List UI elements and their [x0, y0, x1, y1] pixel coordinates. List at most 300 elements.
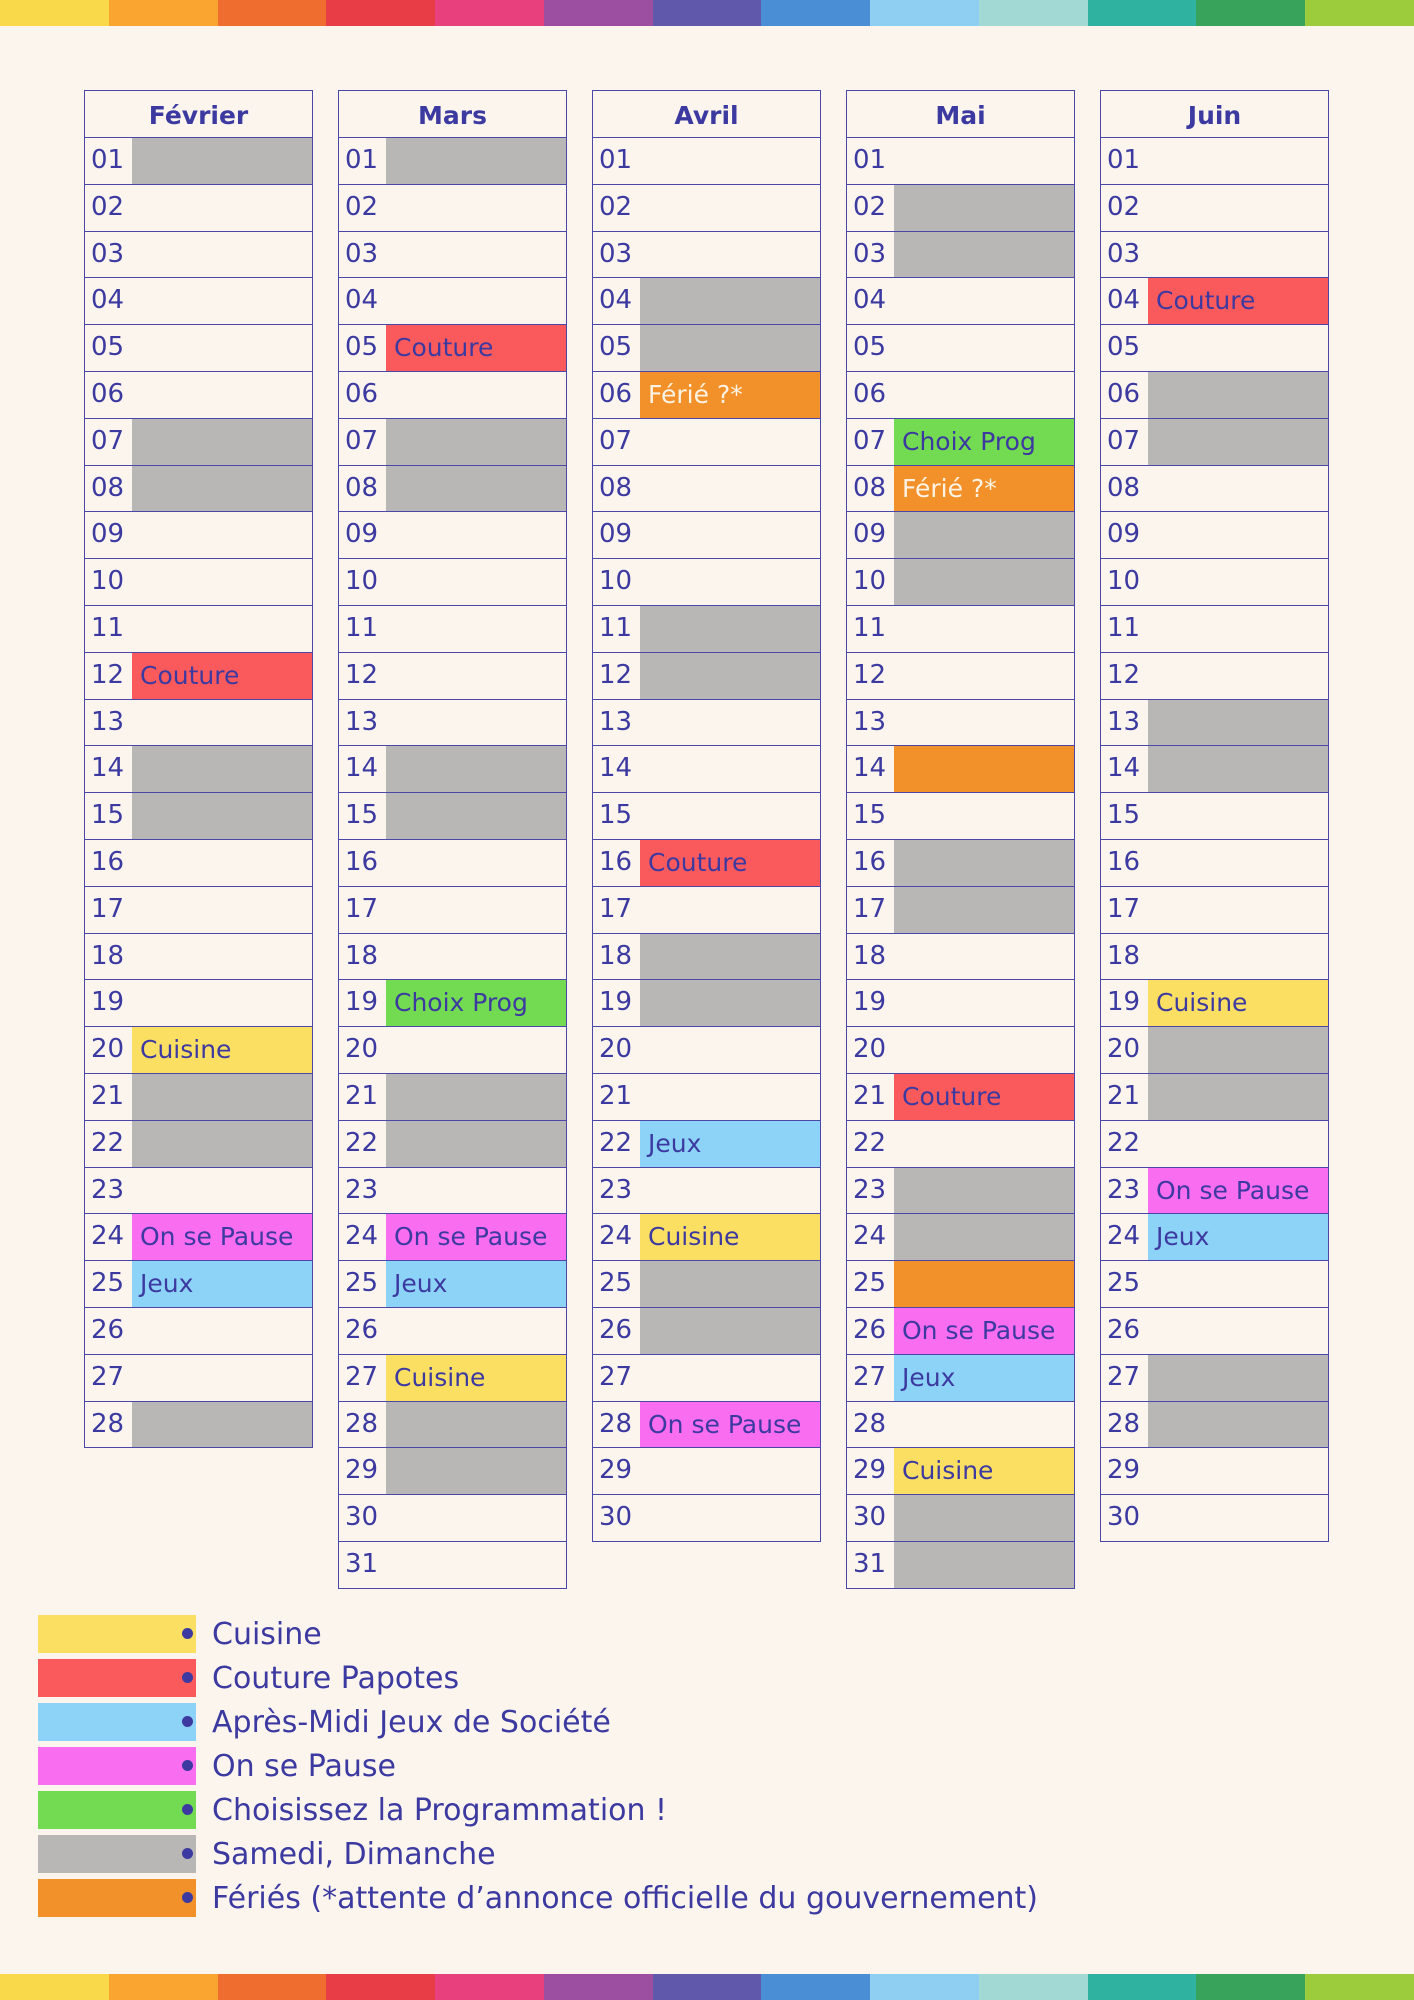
day-number: 19	[599, 987, 633, 1018]
day-row	[593, 1213, 820, 1260]
stripe-segment	[653, 1974, 762, 2000]
day-cell-empty	[386, 1495, 566, 1541]
day-row	[85, 1167, 312, 1214]
day-cell-empty	[1148, 1261, 1328, 1307]
day-number: 10	[345, 566, 379, 597]
stripe-segment	[870, 1974, 979, 2000]
day-row	[847, 1167, 1074, 1214]
day-event-ferie: Férié ?*	[894, 466, 1074, 512]
day-row	[593, 792, 820, 839]
day-number: 17	[345, 893, 379, 924]
day-number: 05	[599, 332, 633, 363]
day-row	[847, 886, 1074, 933]
day-cell-empty	[386, 1168, 566, 1214]
day-number: 02	[853, 191, 887, 222]
stripe-segment	[870, 0, 979, 26]
day-number: 19	[345, 987, 379, 1018]
day-row	[593, 886, 820, 933]
day-cell-empty	[386, 559, 566, 605]
day-number: 25	[1107, 1268, 1141, 1299]
day-cell-empty	[1148, 887, 1328, 933]
day-event-weekend	[894, 512, 1074, 558]
day-cell-empty	[132, 232, 312, 278]
day-event-cuisine: Cuisine	[894, 1448, 1074, 1494]
day-number: 12	[345, 659, 379, 690]
day-number: 13	[1107, 706, 1141, 737]
day-number: 27	[1107, 1361, 1141, 1392]
day-row	[339, 1307, 566, 1354]
legend-swatch	[38, 1615, 196, 1653]
day-row	[339, 1120, 566, 1167]
day-number: 02	[1107, 191, 1141, 222]
day-cell-empty	[640, 1495, 820, 1541]
day-row	[339, 1213, 566, 1260]
day-row	[339, 745, 566, 792]
day-row	[1101, 979, 1328, 1026]
top-color-stripe	[0, 0, 1414, 26]
day-cell-empty	[1148, 232, 1328, 278]
day-row	[339, 137, 566, 184]
day-row	[847, 231, 1074, 278]
day-row	[339, 418, 566, 465]
day-number: 01	[345, 145, 379, 175]
day-row	[1101, 652, 1328, 699]
bullet-icon	[182, 1892, 193, 1903]
day-number: 08	[91, 472, 125, 503]
day-number: 11	[345, 612, 379, 643]
day-row	[593, 1073, 820, 1120]
day-cell-empty	[640, 466, 820, 512]
day-number: 07	[345, 425, 379, 456]
day-number: 04	[345, 285, 379, 316]
day-cell-empty	[386, 934, 566, 980]
day-number: 16	[91, 846, 125, 877]
day-number: 07	[91, 425, 125, 456]
day-row	[593, 1167, 820, 1214]
day-number: 10	[1107, 566, 1141, 597]
day-event-cuisine: Cuisine	[132, 1027, 312, 1073]
day-row	[847, 1354, 1074, 1401]
day-number: 26	[599, 1314, 633, 1345]
day-cell-empty	[132, 325, 312, 371]
day-row	[847, 1541, 1074, 1588]
day-number: 19	[91, 987, 125, 1018]
bullet-icon	[182, 1804, 193, 1815]
day-cell-empty	[1148, 840, 1328, 886]
day-row	[593, 839, 820, 886]
day-row	[847, 324, 1074, 371]
day-row	[847, 792, 1074, 839]
day-number: 06	[853, 378, 887, 409]
day-row	[85, 418, 312, 465]
day-number: 15	[91, 800, 125, 831]
day-event-weekend	[1148, 1074, 1328, 1120]
day-cell-empty	[640, 1168, 820, 1214]
day-event-jeux: Jeux	[894, 1355, 1074, 1401]
day-number: 15	[853, 800, 887, 831]
day-event-weekend	[132, 1402, 312, 1448]
day-row	[85, 511, 312, 558]
day-number: 29	[599, 1455, 633, 1486]
month-title: Février	[148, 101, 249, 130]
day-row	[85, 979, 312, 1026]
legend-label: Après-Midi Jeux de Société	[212, 1704, 611, 1740]
day-row	[847, 745, 1074, 792]
day-number: 14	[1107, 753, 1141, 784]
day-event-weekend	[386, 466, 566, 512]
day-event-weekend	[640, 325, 820, 371]
day-number: 10	[91, 566, 125, 597]
day-row	[339, 1073, 566, 1120]
day-cell-empty	[1148, 325, 1328, 371]
day-number: 21	[599, 1080, 633, 1111]
day-number: 20	[599, 1034, 633, 1065]
day-row	[847, 184, 1074, 231]
stripe-segment	[109, 1974, 218, 2000]
day-event-weekend	[386, 746, 566, 792]
day-row	[339, 1494, 566, 1541]
day-number: 26	[345, 1314, 379, 1345]
legend-item-prog	[38, 1788, 1038, 1832]
day-row	[593, 465, 820, 512]
day-cell-empty	[132, 1168, 312, 1214]
day-row	[85, 886, 312, 933]
day-cell-empty	[386, 887, 566, 933]
day-number: 18	[1107, 940, 1141, 971]
legend-item-cuisine	[38, 1612, 1038, 1656]
day-row	[1101, 418, 1328, 465]
stripe-segment	[435, 0, 544, 26]
day-cell-empty	[132, 980, 312, 1026]
day-event-weekend	[386, 419, 566, 465]
day-number: 23	[345, 1174, 379, 1205]
day-number: 06	[91, 378, 125, 409]
day-event-weekend	[1148, 372, 1328, 418]
day-event-weekend	[640, 1261, 820, 1307]
day-cell-empty	[894, 1027, 1074, 1073]
day-event-weekend	[640, 1308, 820, 1354]
day-number: 22	[91, 1127, 125, 1158]
day-cell-empty	[640, 1355, 820, 1401]
stripe-segment	[1196, 0, 1305, 26]
day-number: 29	[1107, 1455, 1141, 1486]
stripe-segment	[1196, 1974, 1305, 2000]
day-event-couture: Couture	[132, 653, 312, 699]
legend-swatch	[38, 1835, 196, 1873]
day-event-weekend	[386, 1448, 566, 1494]
legend-item-ferie	[38, 1876, 1038, 1920]
day-row	[1101, 1026, 1328, 1073]
day-row	[847, 699, 1074, 746]
day-row	[593, 933, 820, 980]
day-number: 29	[853, 1455, 887, 1486]
legend-label: Samedi, Dimanche	[212, 1836, 496, 1872]
day-cell-empty	[640, 1027, 820, 1073]
day-number: 12	[91, 659, 125, 690]
legend-swatch	[38, 1747, 196, 1785]
day-cell-empty	[386, 372, 566, 418]
day-cell-empty	[640, 793, 820, 839]
day-row	[85, 1307, 312, 1354]
day-row	[847, 1494, 1074, 1541]
day-cell-empty	[640, 700, 820, 746]
day-event-ferie	[894, 746, 1074, 792]
day-row	[85, 371, 312, 418]
day-row	[1101, 886, 1328, 933]
day-row	[1101, 1494, 1328, 1541]
day-number: 16	[853, 846, 887, 877]
legend	[38, 1612, 1038, 1920]
day-number: 03	[853, 238, 887, 269]
legend-label: Cuisine	[212, 1616, 322, 1652]
day-number: 21	[345, 1080, 379, 1111]
day-number: 16	[345, 846, 379, 877]
stripe-segment	[1088, 0, 1197, 26]
stripe-segment	[1088, 1974, 1197, 2000]
legend-item-weekend	[38, 1832, 1038, 1876]
stripe-segment	[979, 0, 1088, 26]
day-cell-empty	[894, 372, 1074, 418]
day-number: 14	[91, 753, 125, 784]
stripe-segment	[0, 1974, 109, 2000]
day-row	[593, 184, 820, 231]
day-event-weekend	[894, 1495, 1074, 1541]
day-row	[593, 1120, 820, 1167]
day-cell-empty	[894, 606, 1074, 652]
day-event-weekend	[894, 185, 1074, 231]
day-row	[593, 1354, 820, 1401]
day-number: 23	[91, 1174, 125, 1205]
day-row	[847, 1447, 1074, 1494]
legend-label: On se Pause	[212, 1748, 397, 1784]
bullet-icon	[182, 1848, 193, 1859]
day-number: 25	[853, 1268, 887, 1299]
day-row	[847, 511, 1074, 558]
day-row	[1101, 324, 1328, 371]
day-row	[593, 979, 820, 1026]
day-event-weekend	[1148, 1402, 1328, 1448]
day-number: 13	[853, 706, 887, 737]
day-cell-empty	[386, 278, 566, 324]
day-event-weekend	[640, 278, 820, 324]
day-row	[85, 558, 312, 605]
day-row	[1101, 1307, 1328, 1354]
day-row	[593, 1494, 820, 1541]
day-row	[339, 558, 566, 605]
day-event-weekend	[894, 1214, 1074, 1260]
day-row	[847, 1307, 1074, 1354]
day-cell-empty	[132, 512, 312, 558]
stripe-segment	[1305, 1974, 1414, 2000]
day-cell-empty	[894, 1402, 1074, 1448]
legend-swatch	[38, 1659, 196, 1697]
day-number: 13	[599, 706, 633, 737]
day-number: 04	[1107, 285, 1141, 316]
day-cell-empty	[386, 606, 566, 652]
day-number: 01	[599, 145, 633, 175]
day-number: 11	[853, 612, 887, 643]
legend-swatch	[38, 1879, 196, 1917]
day-row	[339, 324, 566, 371]
day-row	[339, 1026, 566, 1073]
day-row	[1101, 1401, 1328, 1448]
day-event-weekend	[640, 606, 820, 652]
day-row	[1101, 1354, 1328, 1401]
day-row	[85, 1213, 312, 1260]
day-cell-empty	[640, 887, 820, 933]
day-number: 01	[91, 145, 125, 175]
day-row	[85, 699, 312, 746]
day-event-weekend	[640, 934, 820, 980]
bullet-icon	[182, 1760, 193, 1771]
day-cell-empty	[640, 232, 820, 278]
day-number: 25	[345, 1268, 379, 1299]
day-number: 20	[1107, 1034, 1141, 1065]
legend-swatch	[38, 1791, 196, 1829]
day-row	[339, 465, 566, 512]
day-row	[593, 652, 820, 699]
day-row	[593, 699, 820, 746]
stripe-segment	[1305, 0, 1414, 26]
day-event-weekend	[386, 1074, 566, 1120]
day-event-weekend	[132, 746, 312, 792]
day-number: 16	[1107, 846, 1141, 877]
day-row	[593, 137, 820, 184]
month-title: Mars	[418, 101, 487, 130]
day-number: 18	[599, 940, 633, 971]
day-row	[339, 1354, 566, 1401]
day-row	[1101, 1213, 1328, 1260]
bullet-icon	[182, 1716, 193, 1727]
day-number: 01	[853, 145, 887, 175]
day-number: 15	[599, 800, 633, 831]
day-row	[339, 792, 566, 839]
day-number: 02	[91, 191, 125, 222]
day-event-weekend	[894, 232, 1074, 278]
day-event-weekend	[894, 840, 1074, 886]
day-row	[1101, 465, 1328, 512]
day-row	[85, 1354, 312, 1401]
day-number: 22	[1107, 1127, 1141, 1158]
day-row	[339, 1401, 566, 1448]
day-row	[593, 1307, 820, 1354]
day-number: 27	[599, 1361, 633, 1392]
day-row	[1101, 605, 1328, 652]
day-number: 09	[91, 519, 125, 550]
day-row	[339, 839, 566, 886]
day-cell-empty	[1148, 466, 1328, 512]
day-row	[339, 886, 566, 933]
day-number: 08	[1107, 472, 1141, 503]
day-number: 07	[599, 425, 633, 456]
stripe-segment	[326, 1974, 435, 2000]
stripe-segment	[435, 1974, 544, 2000]
day-cell-empty	[894, 653, 1074, 699]
month-column-mars	[338, 90, 567, 1589]
day-row	[85, 933, 312, 980]
day-event-couture: Couture	[640, 840, 820, 886]
day-number: 16	[599, 846, 633, 877]
day-number: 14	[345, 753, 379, 784]
day-number: 18	[853, 940, 887, 971]
day-row	[85, 277, 312, 324]
day-row	[847, 1026, 1074, 1073]
day-event-weekend	[1148, 1355, 1328, 1401]
day-event-weekend	[640, 653, 820, 699]
day-number: 23	[1107, 1174, 1141, 1205]
day-row	[339, 933, 566, 980]
day-row	[1101, 231, 1328, 278]
day-number: 17	[1107, 893, 1141, 924]
day-row	[593, 418, 820, 465]
day-cell-empty	[386, 700, 566, 746]
day-row	[339, 1447, 566, 1494]
day-event-weekend	[640, 980, 820, 1026]
day-number: 26	[1107, 1314, 1141, 1345]
month-title: Mai	[935, 101, 986, 130]
day-event-jeux: Jeux	[386, 1261, 566, 1307]
day-number: 24	[1107, 1221, 1141, 1252]
day-row	[593, 371, 820, 418]
day-cell-empty	[386, 653, 566, 699]
day-number: 15	[345, 800, 379, 831]
day-number: 21	[91, 1080, 125, 1111]
day-number: 21	[853, 1080, 887, 1111]
day-number: 27	[345, 1361, 379, 1392]
day-number: 13	[345, 706, 379, 737]
day-event-weekend	[1148, 700, 1328, 746]
day-row	[339, 699, 566, 746]
stripe-segment	[218, 1974, 327, 2000]
stripe-segment	[326, 0, 435, 26]
stripe-segment	[544, 1974, 653, 2000]
day-number: 26	[853, 1314, 887, 1345]
day-number: 01	[1107, 145, 1141, 175]
day-number: 07	[1107, 425, 1141, 456]
day-event-cuisine: Cuisine	[640, 1214, 820, 1260]
day-number: 22	[345, 1127, 379, 1158]
day-number: 28	[599, 1408, 633, 1439]
day-row	[593, 277, 820, 324]
day-event-weekend	[386, 1402, 566, 1448]
day-event-weekend	[386, 1121, 566, 1167]
day-row	[593, 511, 820, 558]
day-cell-empty	[386, 840, 566, 886]
day-cell-empty	[894, 138, 1074, 184]
day-cell-empty	[132, 278, 312, 324]
day-row	[847, 465, 1074, 512]
day-row	[339, 605, 566, 652]
day-row	[847, 1120, 1074, 1167]
day-number: 17	[599, 893, 633, 924]
day-number: 02	[599, 191, 633, 222]
day-row	[847, 1260, 1074, 1307]
day-number: 20	[345, 1034, 379, 1065]
day-event-weekend	[132, 419, 312, 465]
stripe-segment	[544, 0, 653, 26]
day-number: 03	[91, 238, 125, 269]
day-cell-empty	[386, 232, 566, 278]
day-row	[1101, 1260, 1328, 1307]
day-row	[339, 979, 566, 1026]
day-row	[847, 371, 1074, 418]
day-cell-empty	[640, 1448, 820, 1494]
day-event-pause: On se Pause	[1148, 1168, 1328, 1214]
day-number: 22	[599, 1127, 633, 1158]
day-row	[593, 558, 820, 605]
day-row	[85, 1401, 312, 1448]
day-event-couture: Couture	[894, 1074, 1074, 1120]
